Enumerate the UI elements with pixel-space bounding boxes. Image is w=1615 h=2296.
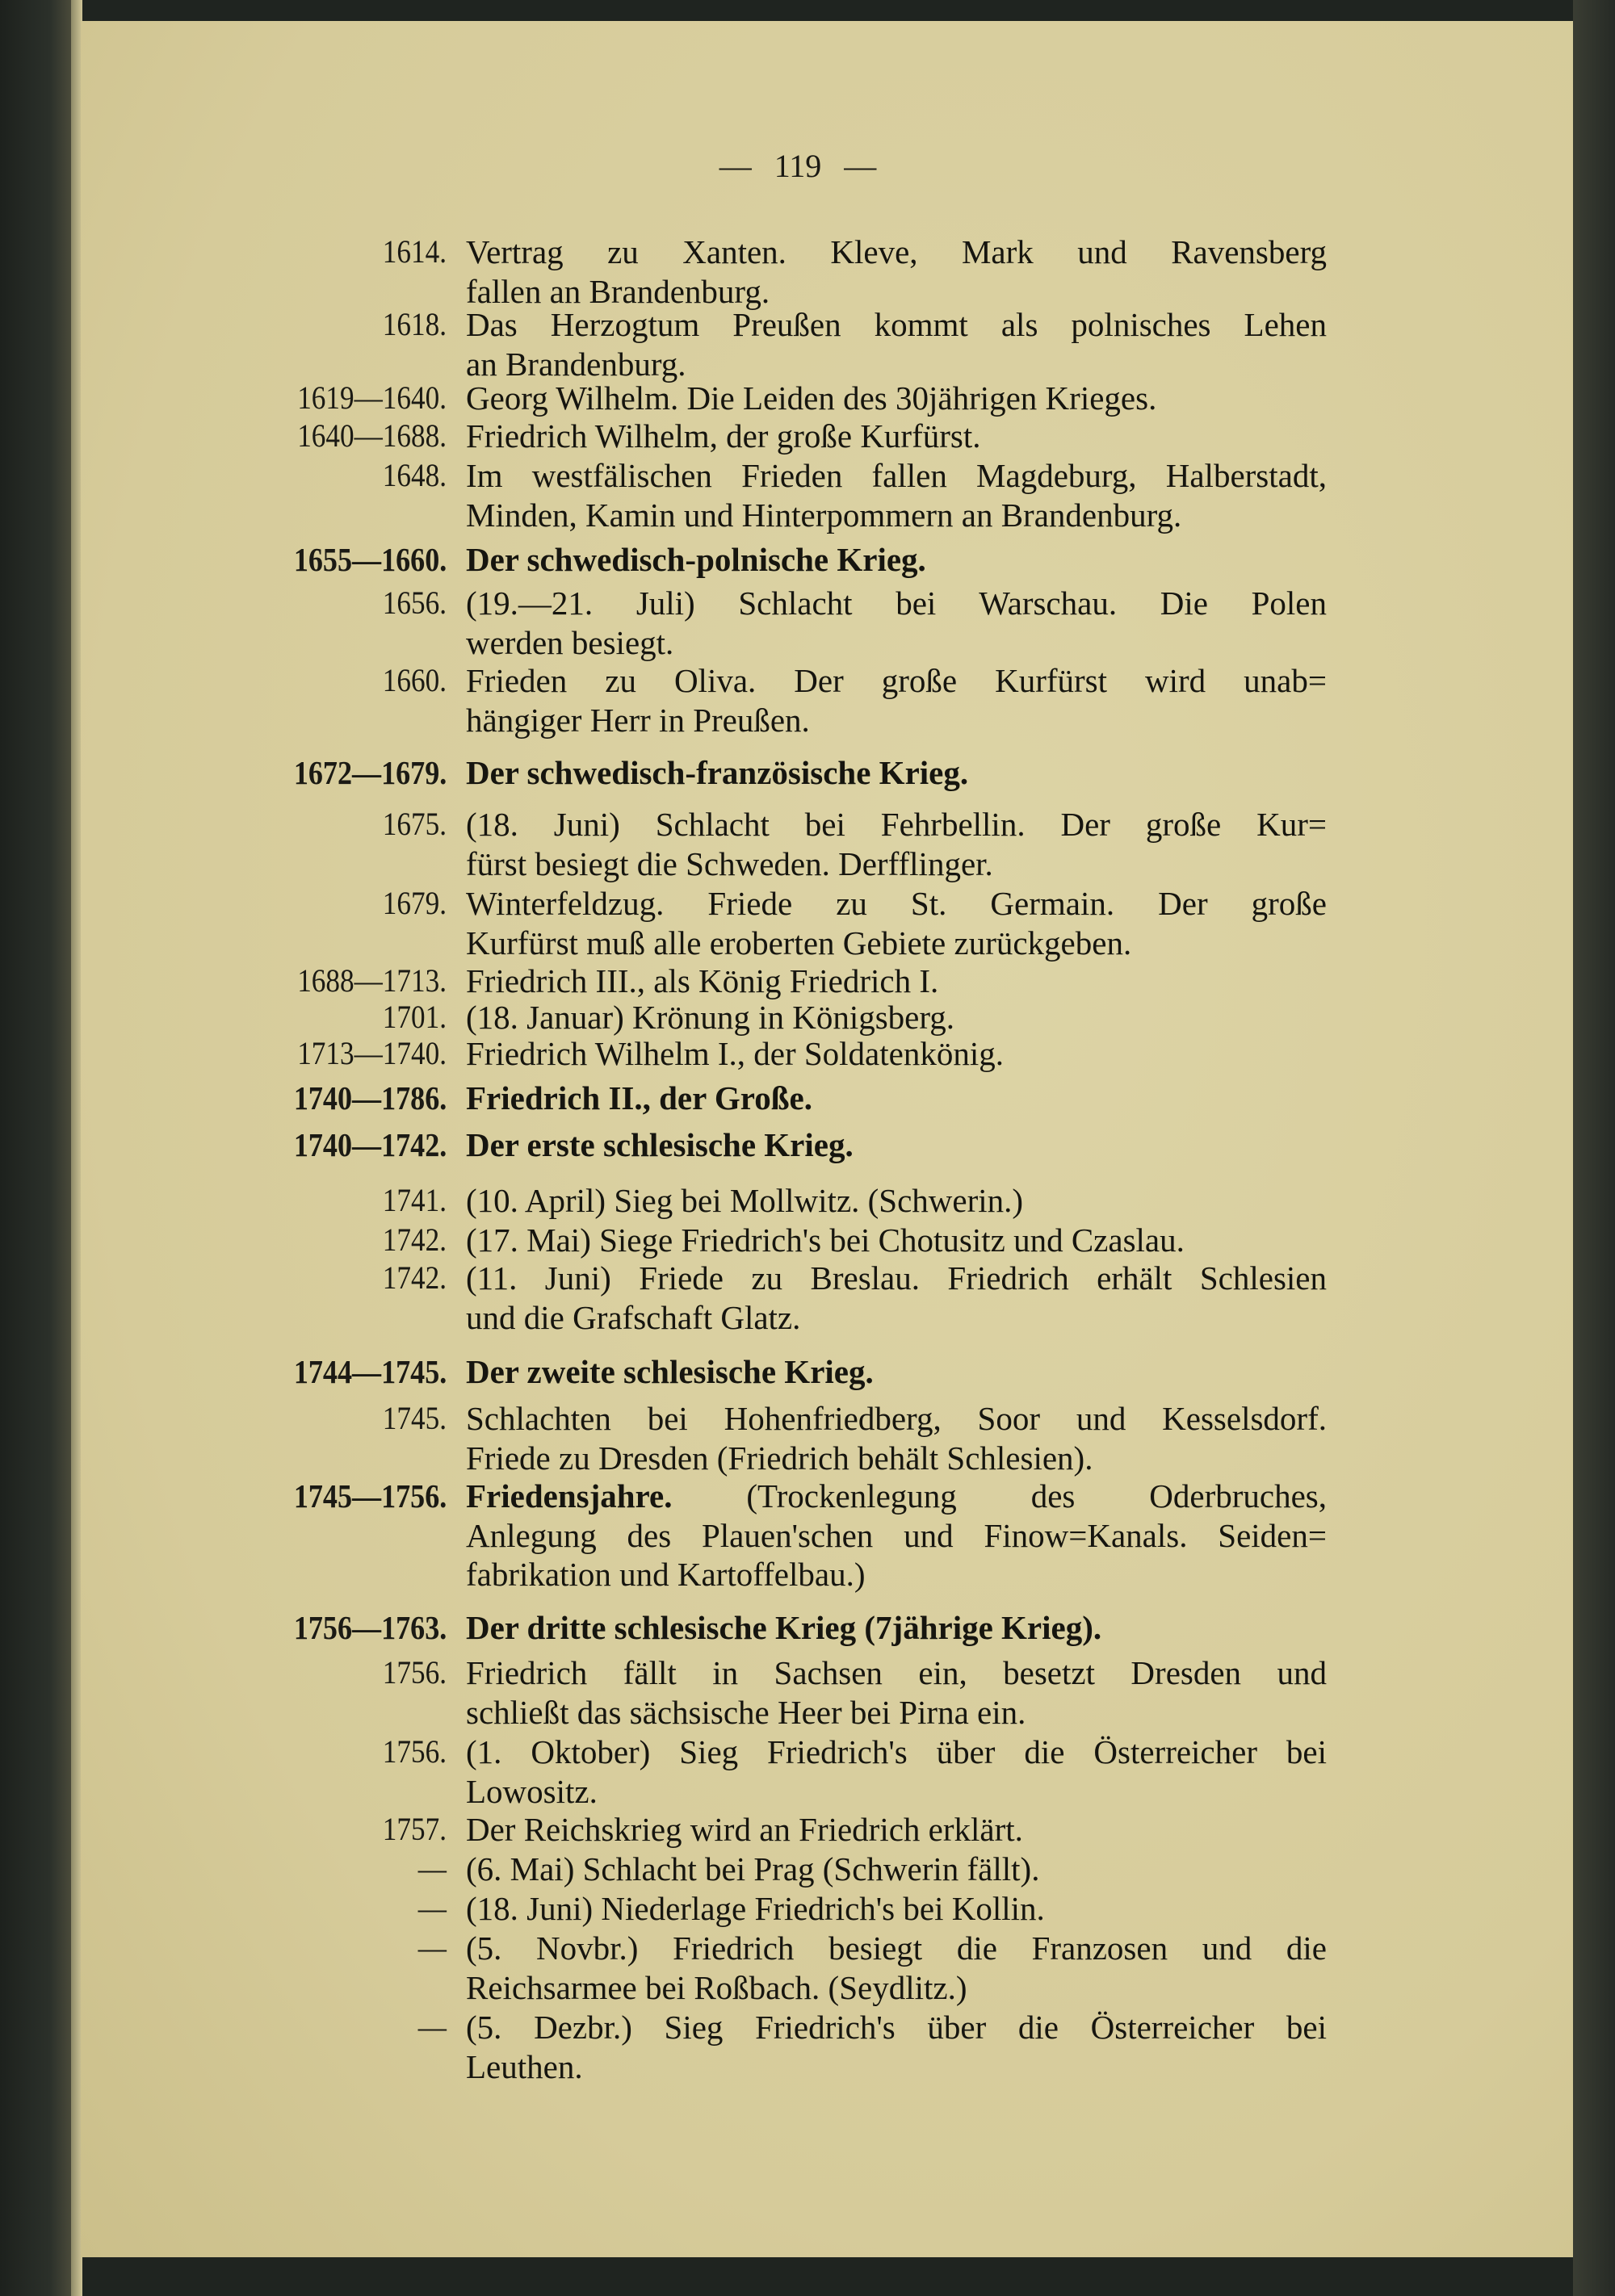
entry-line-text: (5. Dezbr.) Sieg Friedrich's über die Österreicher bei: [466, 2009, 1327, 2046]
entry-line: [466, 1653, 1327, 1693]
entry-date: —: [417, 1890, 447, 1926]
entry-line-text: an Brandenburg.: [466, 345, 686, 383]
entry-line-text: Winterfeldzug. Friede zu St. Germain. Der große: [466, 885, 1327, 922]
entry-date: 1742.: [382, 1221, 447, 1258]
entry-date: 1740—1742.: [293, 1126, 447, 1163]
book-binding-right: [1573, 0, 1615, 2296]
entry-line-text: schließt das sächsische Heer bei Pirna ein.: [466, 1693, 1026, 1731]
entry-line: [466, 1259, 1327, 1298]
entry-date: 1655—1660.: [293, 541, 447, 578]
entry-text: [466, 1810, 1327, 1850]
entry-line-text: Frieden zu Oliva. Der große Kurfürst wird unab=: [466, 662, 1327, 699]
entry-text: [466, 1732, 1327, 1811]
entry-line: [466, 623, 1327, 663]
entry-line-text: (1. Oktober) Sieg Friedrich's über die Österreicher bei: [466, 1733, 1327, 1770]
entry-line: [466, 456, 1327, 496]
entry-line-text: Friedrich III., als König Friedrich I.: [466, 962, 939, 999]
entry-text: [466, 456, 1327, 534]
entry-text: [466, 1653, 1327, 1732]
entry-line-text: Im westfälischen Frieden fallen Magdeburg, Halberstadt,: [466, 457, 1327, 494]
entry-date: 1756—1763.: [293, 1609, 447, 1646]
entry-line: [466, 1352, 1327, 1392]
entry-text: [466, 1352, 1327, 1392]
entry-date: —: [417, 1929, 447, 1966]
entry-text: [466, 805, 1327, 883]
entry-date: 1741.: [382, 1182, 447, 1218]
entry-line: [466, 540, 1327, 580]
entry-line-text: Lowositz.: [466, 1772, 598, 1810]
entry-line: [466, 884, 1327, 924]
entry-date: 1688—1713.: [297, 962, 447, 999]
entry-line: [466, 1079, 1327, 1118]
entry-text: [466, 1125, 1327, 1165]
entry-line-text: Friedrich fällt in Sachsen ein, besetzt Dresden und: [466, 1654, 1327, 1691]
entry-date: —: [417, 2009, 447, 2045]
entry-line-text: fabrikation und Kartoffelbau.): [466, 1556, 866, 1593]
entry-line-text: (18. Juni) Schlacht bei Fehrbellin. Der große Kur=: [466, 806, 1327, 843]
entry-line: [466, 1772, 1327, 1812]
entry-line-text: Reichsarmee bei Roßbach. (Seydlitz.): [466, 1968, 967, 2006]
entry-line: [466, 1221, 1327, 1260]
entry-date: 1656.: [382, 584, 447, 621]
entry-line: [466, 1929, 1327, 1968]
entry-line-text: Friedrich Wilhelm, der große Kurfürst.: [466, 417, 981, 455]
entry-text: [466, 1079, 1327, 1118]
entry-line: [466, 661, 1327, 701]
entry-title: Der schwedisch-polnische Krieg.: [466, 541, 926, 578]
entry-line: [466, 1732, 1327, 1772]
entry-date: 1740—1786.: [293, 1079, 447, 1117]
entry-line: [466, 1889, 1327, 1929]
entry-line-text: hängiger Herr in Preußen.: [466, 701, 810, 739]
entry-title: Friedensjahre.: [466, 1477, 673, 1515]
entry-line: [466, 2008, 1327, 2047]
entry-line-text: Friedrich Wilhelm I., der Soldatenkönig.: [466, 1035, 1004, 1072]
entry-date: 1640—1688.: [297, 417, 447, 454]
entry-date: 1745.: [382, 1400, 447, 1436]
entry-text: [466, 305, 1327, 383]
entry-date: —: [417, 1850, 447, 1887]
entry-date: 1648.: [382, 457, 447, 493]
entry-line-text: Das Herzogtum Preußen kommt als polnisches Lehen: [466, 306, 1327, 343]
entry-title: Der zweite schlesische Krieg.: [466, 1353, 874, 1390]
entry-line: [466, 1439, 1327, 1478]
entry-text: [466, 884, 1327, 962]
entry-line-text: (17. Mai) Siege Friedrich's bei Chotusitz und Czaslau.: [466, 1221, 1185, 1259]
entry-date: 1675.: [382, 806, 447, 842]
entry-text: [466, 2008, 1327, 2086]
entry-line: [466, 924, 1327, 963]
entry-line: [466, 305, 1327, 345]
entry-text: [466, 1850, 1327, 1889]
entry-text: [466, 1259, 1327, 1337]
entry-line-text: Vertrag zu Xanten. Kleve, Mark und Ravensberg: [466, 233, 1327, 270]
entry-line-text: Schlachten bei Hohenfriedberg, Soor und Kesselsdorf.: [466, 1400, 1327, 1437]
entry-date: 1660.: [382, 662, 447, 698]
entry-date: 1757.: [382, 1811, 447, 1847]
entry-line-text: (18. Januar) Krönung in Königsberg.: [466, 999, 955, 1036]
entry-line: [466, 805, 1327, 844]
entry-line: [466, 2047, 1327, 2087]
entry-date: 1742.: [382, 1259, 447, 1296]
entry-line-text: Minden, Kamin und Hinterpommern an Brandenburg.: [466, 496, 1182, 534]
entry-text: [466, 233, 1327, 311]
entry-text: [466, 1181, 1327, 1221]
entry-line-text: Kurfürst muß alle eroberten Gebiete zurückgeben.: [466, 924, 1132, 962]
entry-line: [466, 417, 1327, 456]
entry-line: [466, 496, 1327, 535]
entry-line: [466, 1810, 1327, 1850]
book-binding-left: [0, 0, 71, 2296]
entry-title: Der dritte schlesische Krieg (7jährige Krieg).: [466, 1609, 1102, 1646]
entry-line: [466, 844, 1327, 884]
entry-line: [466, 1181, 1327, 1221]
entry-text: [466, 379, 1327, 418]
entry-line: [466, 584, 1327, 623]
entry-line-text: fallen an Brandenburg.: [466, 272, 770, 310]
entry-line: [466, 1516, 1327, 1556]
entry-line: [466, 233, 1327, 272]
entry-date: 1744—1745.: [293, 1353, 447, 1390]
entry-line-text: (6. Mai) Schlacht bei Prag (Schwerin fällt).: [466, 1850, 1040, 1887]
entry-line-text: (Trockenlegung des Oderbruches,: [672, 1477, 1327, 1515]
entry-line-text: Friede zu Dresden (Friedrich behält Schlesien).: [466, 1439, 1093, 1477]
entry-date: 1618.: [382, 306, 447, 342]
entry-date: 1614.: [382, 233, 447, 270]
entry-date: 1713—1740.: [297, 1035, 447, 1071]
entry-line-text: und die Grafschaft Glatz.: [466, 1298, 801, 1336]
entry-text: [466, 1399, 1327, 1477]
entry-line: [466, 1034, 1327, 1074]
entry-line: [466, 379, 1327, 418]
page-number: — 119 —: [719, 148, 877, 184]
entry-text: [466, 1929, 1327, 2007]
entry-line: [466, 1968, 1327, 2008]
entry-date: 1745—1756.: [293, 1477, 447, 1515]
entry-line: [466, 1693, 1327, 1732]
entry-line: [466, 1850, 1327, 1889]
entry-line: [466, 1608, 1327, 1648]
entry-line: [466, 345, 1327, 384]
entry-line: [466, 1477, 1327, 1516]
entry-line-text: fürst besiegt die Schweden. Derfflinger.: [466, 844, 993, 882]
entry-line-text: (11. Juni) Friede zu Breslau. Friedrich erhält Schlesien: [466, 1259, 1327, 1297]
entry-title: Der schwedisch-französische Krieg.: [466, 754, 969, 791]
entry-date: 1756.: [382, 1654, 447, 1691]
entry-line: [466, 1125, 1327, 1165]
entry-line-text: Leuthen.: [466, 2047, 583, 2085]
entry-line-text: werden besiegt.: [466, 623, 674, 661]
entry-text: [466, 753, 1327, 793]
entry-line-text: (19.—21. Juli) Schlacht bei Warschau. Die Polen: [466, 584, 1327, 622]
entry-text: [466, 1477, 1327, 1594]
entry-line-text: (10. April) Sieg bei Mollwitz. (Schwerin.): [466, 1182, 1024, 1219]
entry-line: [466, 1298, 1327, 1338]
entry-date: 1756.: [382, 1733, 447, 1770]
entry-text: [466, 584, 1327, 662]
entry-text: [466, 1889, 1327, 1929]
entry-line: [466, 753, 1327, 793]
entry-text: [466, 661, 1327, 739]
entry-line-text: (18. Juni) Niederlage Friedrich's bei Kollin.: [466, 1890, 1045, 1927]
entry-date: 1679.: [382, 885, 447, 921]
entry-line: [466, 962, 1327, 1001]
entry-line: [466, 1555, 1327, 1594]
entry-date: 1701.: [382, 999, 447, 1035]
entry-title: Der erste schlesische Krieg.: [466, 1126, 854, 1163]
entry-line-text: Der Reichskrieg wird an Friedrich erklärt.: [466, 1811, 1023, 1848]
entry-text: [466, 417, 1327, 456]
entry-text: [466, 1221, 1327, 1260]
entry-text: [466, 998, 1327, 1037]
entry-text: [466, 1034, 1327, 1074]
entry-date: 1672—1679.: [293, 754, 447, 791]
entry-text: [466, 962, 1327, 1001]
entry-line: [466, 998, 1327, 1037]
entry-title: Friedrich II., der Große.: [466, 1079, 812, 1117]
entry-text: [466, 1608, 1327, 1648]
entry-line: [466, 701, 1327, 740]
entry-line-text: (5. Novbr.) Friedrich besiegt die Franzosen und die: [466, 1929, 1327, 1967]
entry-text: [466, 540, 1327, 580]
entry-line-text: Anlegung des Plauen'schen und Finow=Kanals. Seiden=: [466, 1516, 1327, 1554]
entry-line-text: Georg Wilhelm. Die Leiden des 30jährigen Krieges.: [466, 379, 1157, 417]
entry-line: [466, 1399, 1327, 1439]
entry-date: 1619—1640.: [297, 379, 447, 416]
